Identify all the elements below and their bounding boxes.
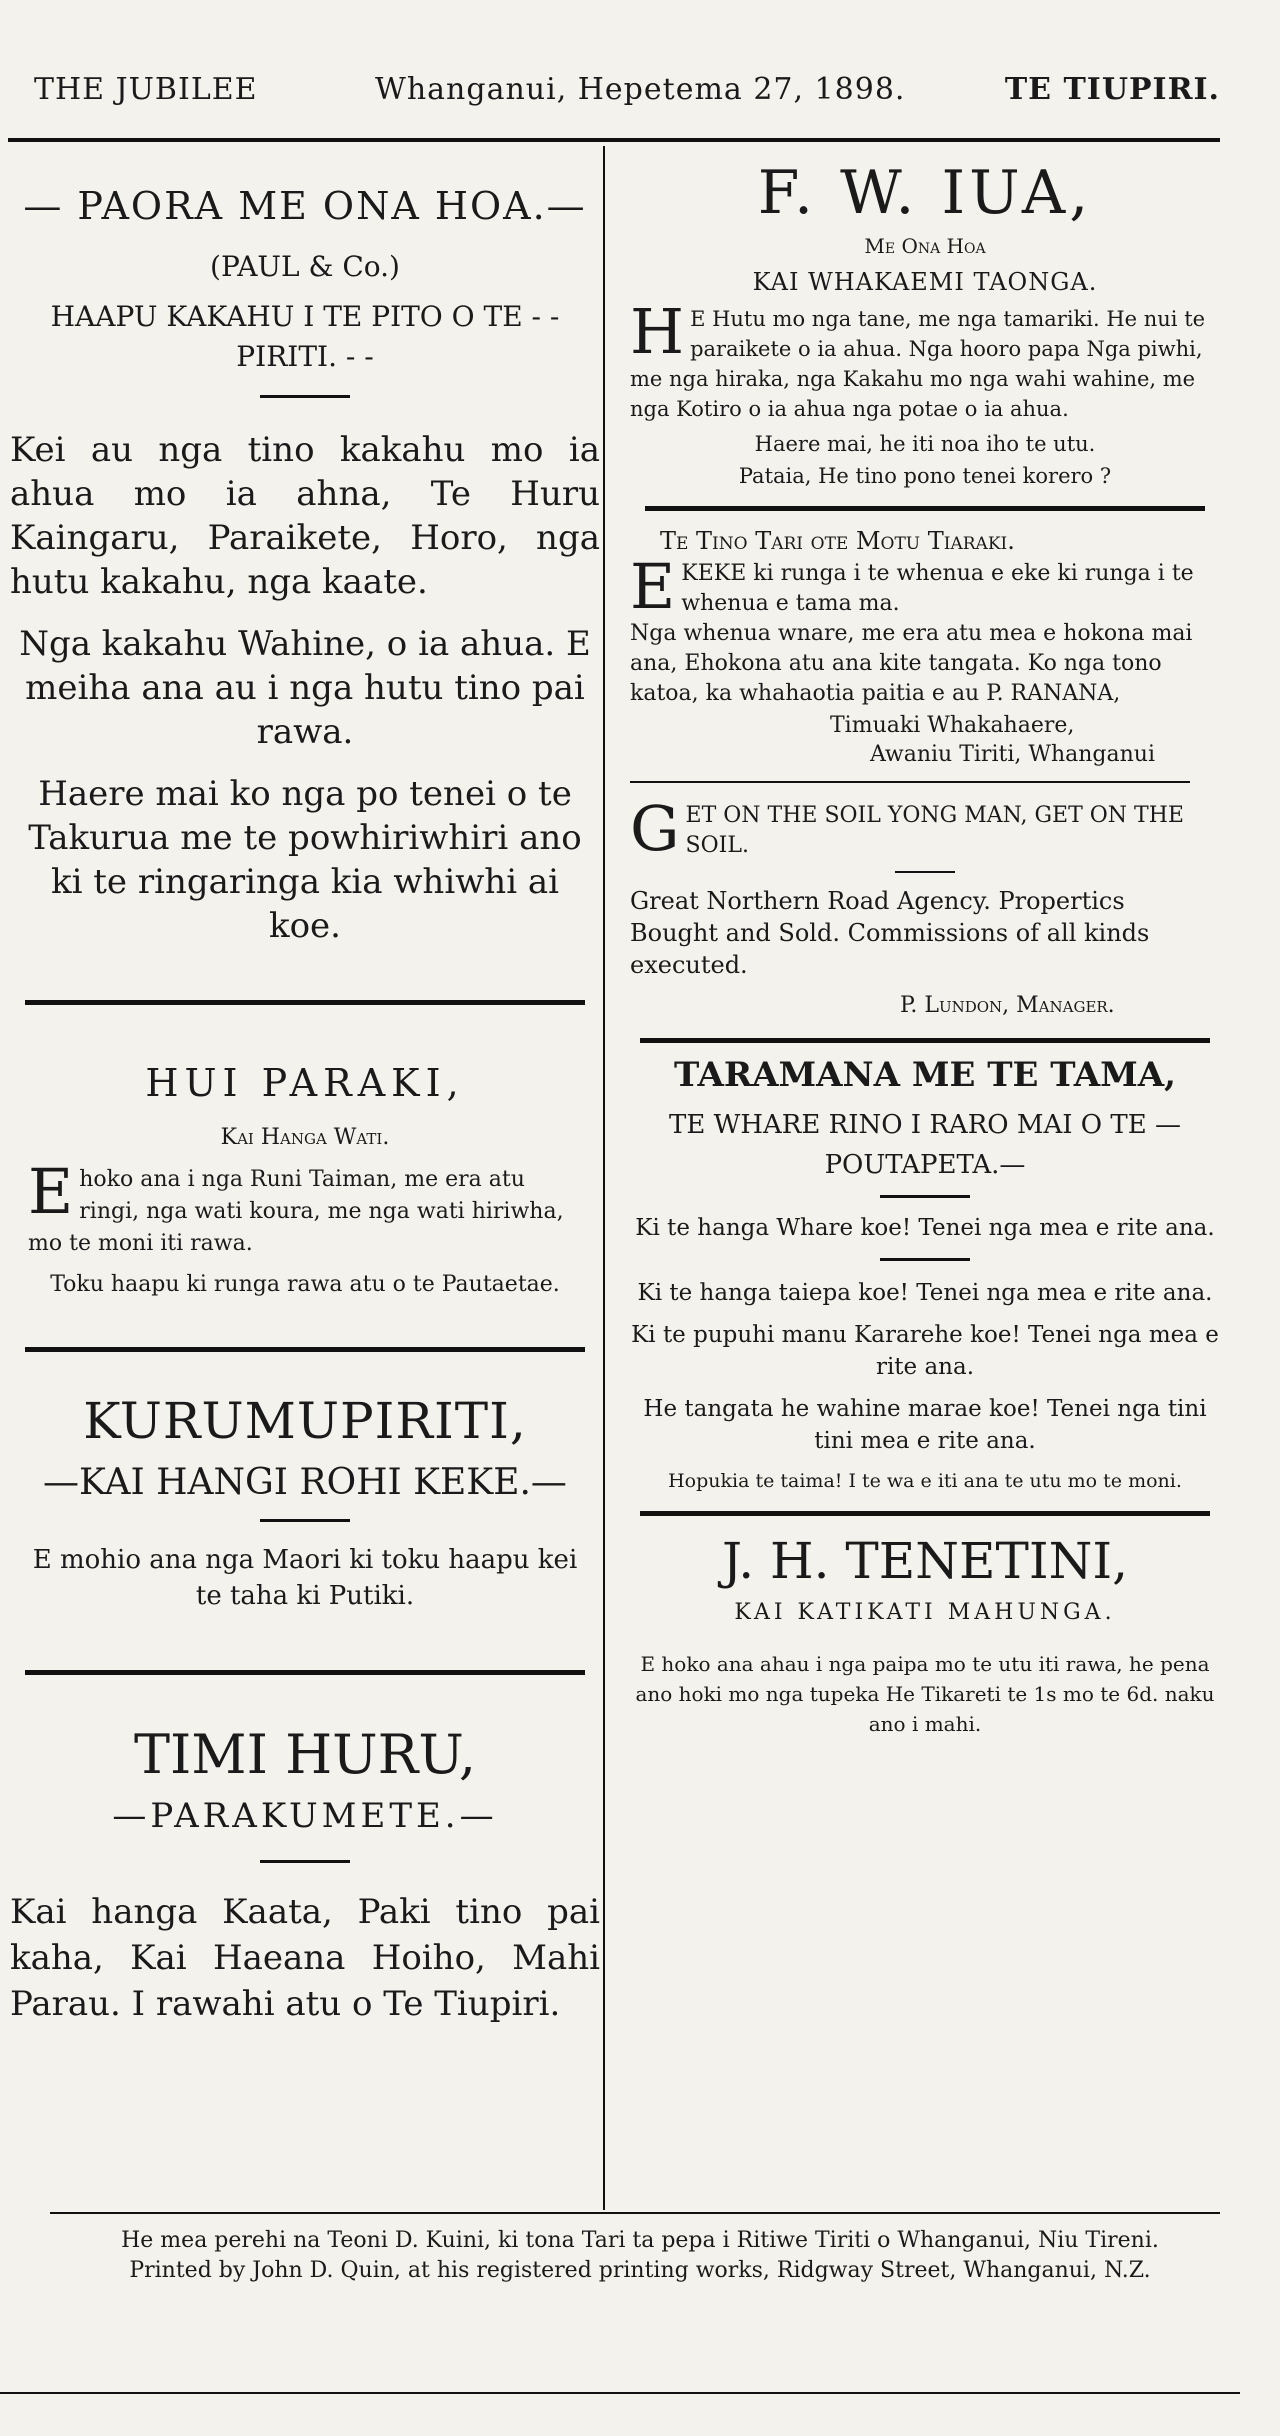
ad-paora-text1: Kei au nga tino kakahu mo ia ahua mo ia ahna, Te Huru Kaingaru, Paraikete, Horo, nga hutu kakahu, nga kaate. xyxy=(10,430,600,602)
ad-paora-subtitle: (PAUL & Co.) xyxy=(210,250,400,283)
ad-iua-body xyxy=(630,295,1220,424)
ad-soil-sign: P. Lundon, Manager. xyxy=(900,993,1115,1018)
column-divider xyxy=(603,146,605,2210)
ad-hui-title: HUI PARAKI, xyxy=(145,1061,465,1105)
masthead-right: TE TIUPIRI. xyxy=(1004,72,1220,107)
drop-cap: H xyxy=(630,295,685,368)
ad-timi-text1: Kai hanga Kaata, Paki tino pai kaha, Kai Haeana Hoiho, Mahi Parau. I rawahi atu o Te Tiupiri. xyxy=(10,1892,600,2024)
ad-iua-subtitle: Me Ona Hoa xyxy=(864,234,986,258)
ad-timi-subtitle: —PARAKUMETE.— xyxy=(112,1796,498,1836)
left-column xyxy=(10,148,600,2027)
ad-tenetini-subtitle: KAI KATIKATI MAHUNGA. xyxy=(734,1600,1116,1625)
ad-iua xyxy=(630,148,1220,488)
ad-paora-subtitle2: HAAPU KAKAHU I TE PITO O TE - - PIRITI. - - xyxy=(50,300,560,373)
short-rule xyxy=(895,871,955,873)
ad-taramana-text5: Hopukia te taima! I te wa e iti ana te utu mo te moni. xyxy=(668,1470,1182,1492)
header-rule xyxy=(8,138,1220,142)
ad-taramana-text1: Ki te hanga Whare koe! Tenei nga mea e rite ana. xyxy=(635,1215,1215,1241)
ad-tari-text1: KEKE ki runga i te whenua e eke ki runga i te whenua e tama ma. xyxy=(681,561,1194,616)
ad-kurumu-title: KURUMUPIRITI, xyxy=(83,1392,527,1450)
ad-tari-text2: Nga whenua wnare, me era atu mea e hokona mai ana, Ehokona atu ana kite tangata. Ko nga tono katoa, ka whahaotia paitia e au P. RANANA, xyxy=(630,621,1193,706)
ad-iua-text1: E Hutu mo nga tane, me nga tamariki. He nui te paraikete o ia ahua. Nga hooro papa Nga piwhi, me nga hiraka, nga Kakahu mo nga wahi wahine, me nga Kotiro o ia ahua nga potae o ia ahua. xyxy=(630,307,1206,421)
ad-soil-title: ET ON THE SOIL YONG MAN, GET ON THE SOIL. xyxy=(685,803,1184,858)
ad-paora-text2: Nga kakahu Wahine, o ia ahua. E meiha ana au i nga hutu tino pai rawa. xyxy=(19,624,591,752)
ad-iua-subtitle2: KAI WHAKAEMI TAONGA. xyxy=(752,268,1098,296)
ad-taramana-text3: Ki te pupuhi manu Kararehe koe! Tenei nga mea e rite ana. xyxy=(631,1322,1219,1380)
short-rule xyxy=(260,1860,350,1863)
ad-taramana-text4: He tangata he wahine marae koe! Tenei nga tini tini mea e rite ana. xyxy=(643,1396,1207,1454)
ad-hui-body xyxy=(10,1155,600,1260)
ad-tari-title: Te Tino Tari ote Motu Tiaraki. xyxy=(660,527,1015,555)
ad-hui xyxy=(10,1005,600,1297)
ad-kurumu xyxy=(10,1352,600,1614)
ad-hui-subtitle: Kai Hanga Wati. xyxy=(220,1125,390,1150)
drop-cap: G xyxy=(630,792,680,865)
masthead-left: THE JUBILEE xyxy=(34,72,258,107)
ad-hui-text2: Toku haapu ki runga rawa atu o te Pautaetae. xyxy=(50,1272,560,1297)
ad-kurumu-subtitle: —KAI HANGI ROHI KEKE.— xyxy=(43,1462,567,1503)
short-rule xyxy=(880,1195,970,1198)
ad-paora-text3: Haere mai ko nga po tenei o te Takurua me te powhiriwhiri ano ki te ringaringa kia whiwhi ai koe. xyxy=(28,774,582,946)
ad-iua-text3: Pataia, He tino pono tenei korero ? xyxy=(738,464,1112,488)
ad-timi xyxy=(10,1675,600,2027)
drop-cap: E xyxy=(630,550,676,623)
ad-soil xyxy=(630,783,1220,1018)
masthead-date: Whanganui, Hepetema 27, 1898. xyxy=(375,72,906,107)
short-rule xyxy=(880,1258,970,1261)
ad-taramana-title: TARAMANA ME TE TAMA, xyxy=(674,1055,1176,1095)
ad-tari-sign1: Timuaki Whakahaere, xyxy=(830,713,1075,738)
ad-soil-text1: Great Northern Road Agency. Propertics Bought and Sold. Commissions of all kinds executed. xyxy=(630,887,1150,979)
ad-paora-title: — PAORA ME ONA HOA.— xyxy=(23,184,587,228)
ad-tenetini-text1: E hoko ana ahau i nga paipa mo te utu iti rawa, he pena ano hoki mo nga tupeka He Tikareti te 1s mo te 6d. naku ano i mahi. xyxy=(635,1652,1215,1736)
ad-taramana-subtitle: TE WHARE RINO I RARO MAI O TE — POUTAPETA.— xyxy=(669,1110,1181,1180)
ad-iua-title: F. W. IUA, xyxy=(757,158,1093,228)
ad-tenetini-title: J. H. TENETINI, xyxy=(722,1532,1128,1590)
ad-tenetini xyxy=(630,1516,1220,1739)
bottom-rule xyxy=(0,2392,1240,2394)
ad-tari xyxy=(630,511,1220,767)
ad-tari-body xyxy=(630,550,1220,623)
ad-hui-text1: hoko ana i nga Runi Taiman, me era atu ringi, nga wati koura, me nga wati hiriwha, mo te moni iti rawa. xyxy=(28,1167,564,1256)
ad-iua-text2: Haere mai, he iti noa iho te utu. xyxy=(754,432,1096,456)
thin-rule xyxy=(630,781,1190,783)
ad-paora xyxy=(10,148,600,948)
footer-rule xyxy=(50,2212,1220,2214)
short-rule xyxy=(260,395,350,398)
footer-imprint-maori: He mea perehi na Teoni D. Kuini, ki tona Tari ta pepa i Ritiwe Tiriti o Whanganui, Niu Tireni. xyxy=(121,2228,1159,2253)
short-rule xyxy=(260,1519,350,1522)
ad-tari-sign2: Awaniu Tiriti, Whanganui xyxy=(870,742,1155,767)
drop-cap: E xyxy=(28,1155,74,1228)
ad-taramana-text2: Ki te hanga taiepa koe! Tenei nga mea e rite ana. xyxy=(637,1280,1213,1306)
ad-soil-head xyxy=(630,792,1220,865)
footer-imprint-english: Printed by John D. Quin, at his registered printing works, Ridgway Street, Whanganui, N.Z. xyxy=(129,2258,1151,2283)
ad-taramana xyxy=(630,1043,1220,1495)
ad-timi-title: TIMI HURU, xyxy=(133,1723,477,1786)
ad-kurumu-text1: E mohio ana nga Maori ki toku haapu kei te taha ki Putiki. xyxy=(32,1545,578,1611)
right-column xyxy=(630,148,1220,1739)
